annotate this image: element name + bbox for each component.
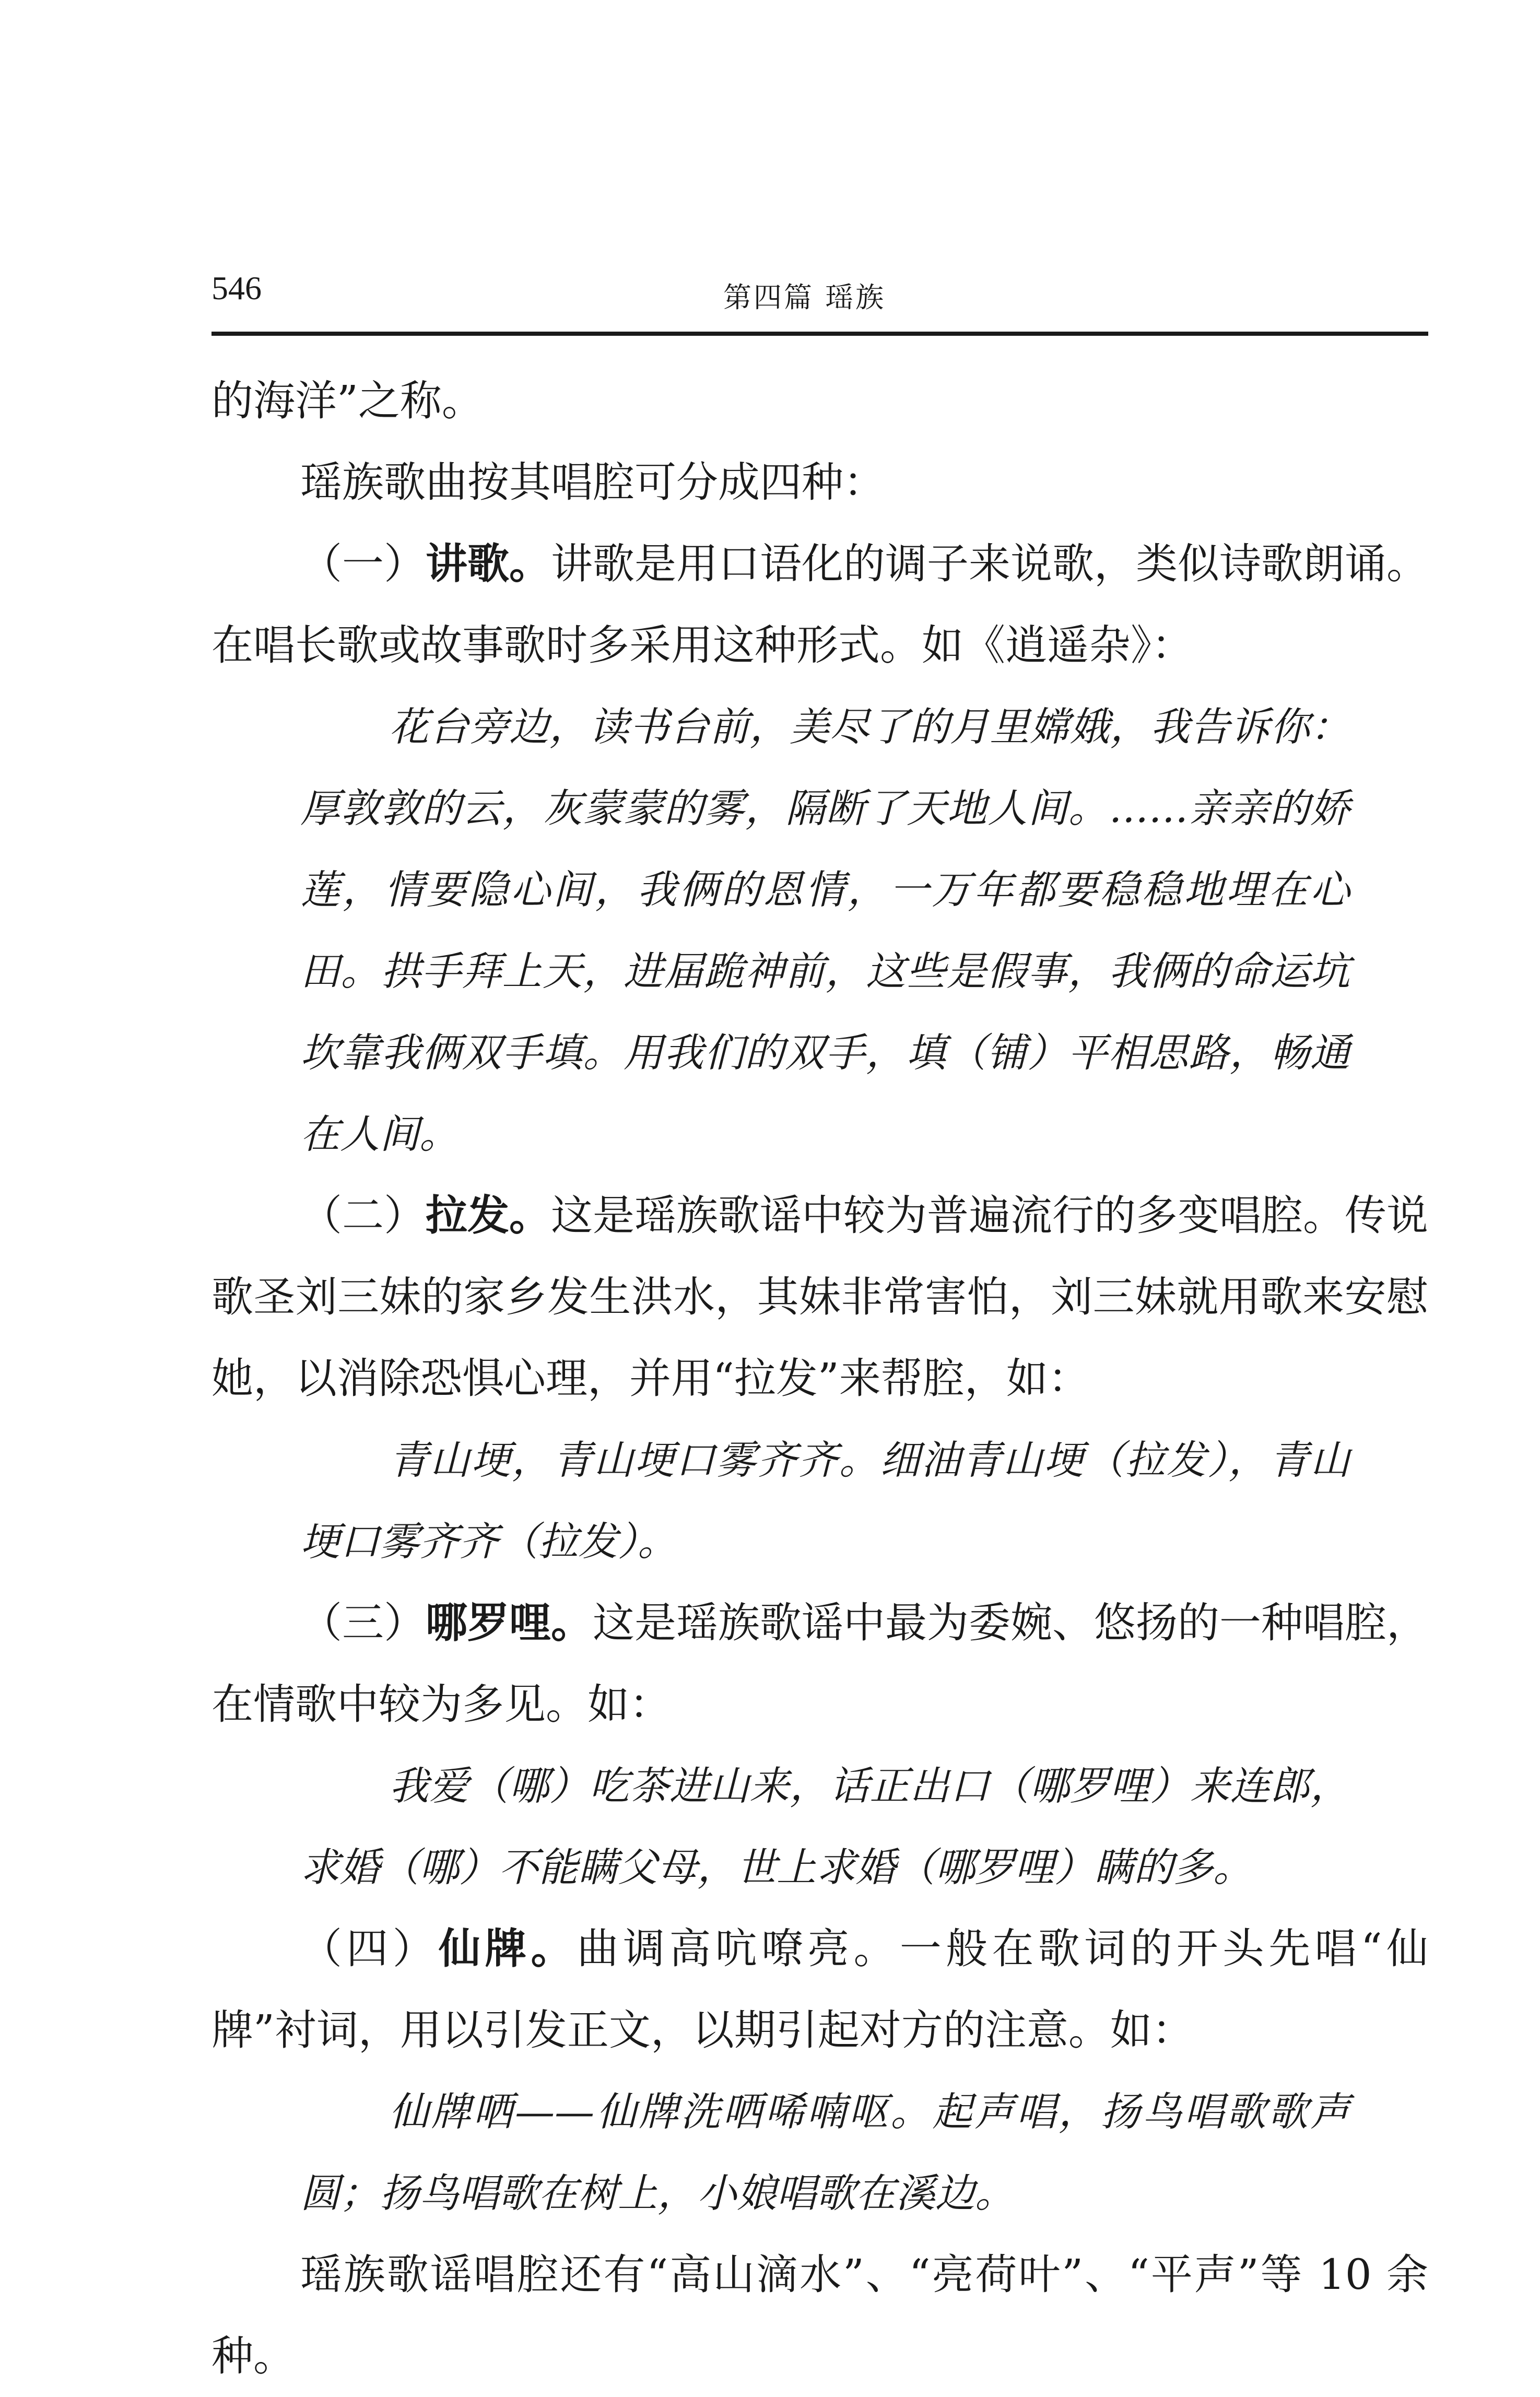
quote-xianpai: 仙牌哂——仙牌洗哂唏喃呕。起声唱，扬鸟唱歌歌声圆；扬鸟唱歌在树上，小娘唱歌在溪边。 bbox=[300, 2088, 1350, 2216]
running-head: 第四篇 瑶族 bbox=[723, 281, 886, 314]
paragraph-continued: 的海洋”之称。 bbox=[211, 377, 484, 425]
quote-chicha: 我爱（哪）吃茶进山来，话正出口（哪罗哩）来连郎，求婚（哪）不能瞒父母，世上求婚（哪罗哩）瞒的多。 bbox=[300, 1762, 1350, 1890]
quote-xiaoyaoza: 花台旁边，读书台前，美尽了的月里嫦娥，我告诉你：厚敦敦的云，灰蒙蒙的雾，隔断了天地人间。……亲亲的娇莲，情要隐心间，我俩的恩情，一万年都要稳稳地埋在心田。拱手拜上天，进届跪神前，这些是假事，我俩的命运坑坎靠我俩双手填。用我们的双手，填（铺）平相思路，畅通在人间。 bbox=[300, 703, 1350, 1157]
header-rule bbox=[211, 332, 1428, 336]
paragraph-closing: 瑶族歌谣唱腔还有“高山滴水”、“亮荷叶”、“平声”等 10 余种。 bbox=[211, 2250, 1428, 2380]
section-text: 讲歌是用口语化的调子来说歌，类似诗歌朗诵。在唱长歌或故事歌时多采用这种形式。如《逍遥杂》： bbox=[211, 539, 1428, 669]
section-text: 曲调高吭嘹亮。一般在歌词的开头先唱“仙牌”衬词，用以引发正文，以期引起对方的注意。如： bbox=[211, 1924, 1428, 2054]
section-jiangge bbox=[211, 523, 1428, 686]
section-number: （二） bbox=[300, 1191, 426, 1240]
section-naluoli bbox=[211, 1582, 1428, 1745]
section-term: 讲歌。 bbox=[426, 539, 551, 588]
section-lafa bbox=[211, 1175, 1428, 1419]
section-text: 这是瑶族歌谣中最为委婉、悠扬的一种唱腔，在情歌中较为多见。如： bbox=[211, 1599, 1428, 1729]
quote-qingshangeng: 青山埂，青山埂口雾齐齐。细油青山埂（拉发），青山埂口雾齐齐（拉发）。 bbox=[300, 1437, 1350, 1565]
page-body bbox=[211, 360, 1428, 2397]
page-number: 546 bbox=[211, 269, 262, 307]
section-text: 这是瑶族歌谣中较为普遍流行的多变唱腔。传说歌圣刘三妹的家乡发生洪水，其妹非常害怕，刘三妹就用歌来安慰她，以消除恐惧心理，并用“拉发”来帮腔，如： bbox=[211, 1191, 1428, 1403]
paragraph-intro: 瑶族歌曲按其唱腔可分成四种： bbox=[300, 458, 885, 507]
section-term: 哪罗哩。 bbox=[426, 1599, 593, 1647]
section-number: （一） bbox=[300, 539, 426, 588]
section-xianpai bbox=[211, 1908, 1428, 2071]
section-number: （三） bbox=[300, 1599, 426, 1647]
page-header bbox=[211, 264, 1428, 337]
section-term: 仙牌。 bbox=[438, 1924, 577, 1973]
section-term: 拉发。 bbox=[426, 1191, 551, 1240]
section-number: （四） bbox=[300, 1924, 439, 1973]
